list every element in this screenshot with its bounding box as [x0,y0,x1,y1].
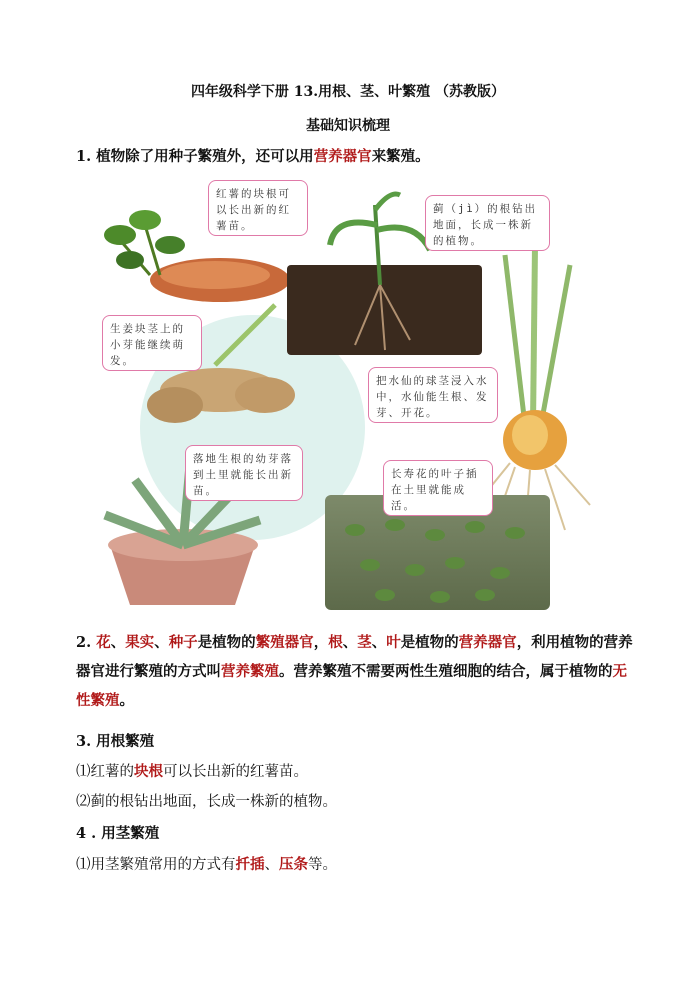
sep: 、 [342,634,358,651]
keyword: 压条 [279,856,308,873]
text: 是植物的 [197,634,256,651]
item-1-text: 1. 植物除了用种子繁殖外，还可以用 [76,148,314,165]
keyword: 块根 [134,763,163,780]
page-title: 四年级科学下册 13.用根、茎、叶繁殖 （苏教版） [190,84,506,100]
keyword: 茎 [357,634,372,651]
text: 是植物的 [400,634,459,651]
item-4-line-1 [76,853,337,874]
plant-propagation-figure [95,175,615,615]
callout-kalanchoe: 落地生根的幼芽落到土里就能长出新苗。 [185,445,303,501]
text: 可以长出新的红薯苗。 [163,764,308,780]
keyword: 营养繁殖 [221,663,279,680]
section-title: 基础知识梳理 [306,118,390,134]
item-2-num: 2. [76,634,97,651]
item-2 [76,628,636,715]
keyword: 花 [96,634,111,651]
sep: 、 [371,634,387,651]
callout-thistle: 蓟（jì）的根钻出地面，长成一株新的植物。 [425,195,550,251]
keyword: 繁殖器官 [255,634,314,651]
text: ，利用植物的营养器官进行繁殖的方式叫 [76,634,633,680]
text: 。营养繁殖不需要两性生殖细胞的结合，属于植物的 [279,663,613,680]
item-1-text-end: 来繁殖。 [371,148,430,165]
keyword: 营养器官 [458,634,517,651]
item-3-heading: 3. 用根繁殖 [76,733,155,750]
callout-sweet-potato: 红薯的块根可以长出新的红薯苗。 [208,180,308,236]
keyword: 叶 [386,634,401,651]
keyword: 根 [328,634,343,651]
keyword: 种子 [168,634,198,651]
callout-ginger: 生姜块茎上的小芽能继续萌发。 [102,315,202,371]
text: 等。 [308,857,337,873]
item-4-heading: 4 . 用茎繁殖 [76,825,160,842]
keyword: 扦插 [235,856,265,873]
callout-longevity-flower: 长寿花的叶子插在土里就能成活。 [383,460,493,516]
sep: 、 [110,634,126,651]
item-3-line-2: ⑵蓟的根钻出地面，长成一株新的植物。 [76,794,337,810]
callout-narcissus: 把水仙的球茎浸入水中，水仙能生根、发芽、开花。 [368,367,498,423]
keyword: 无性繁殖 [76,663,627,709]
sep: 、 [154,634,169,651]
item-1 [76,145,430,166]
text: 。 [119,692,134,709]
text: ， [313,634,329,651]
text: ⑴红薯的 [76,764,134,780]
item-3-line-1 [76,760,308,781]
sep: 、 [264,857,279,873]
text: ⑴用茎繁殖常用的方式有 [76,857,236,873]
keyword: 果实 [125,634,155,651]
item-1-keyword: 营养器官 [313,148,372,165]
